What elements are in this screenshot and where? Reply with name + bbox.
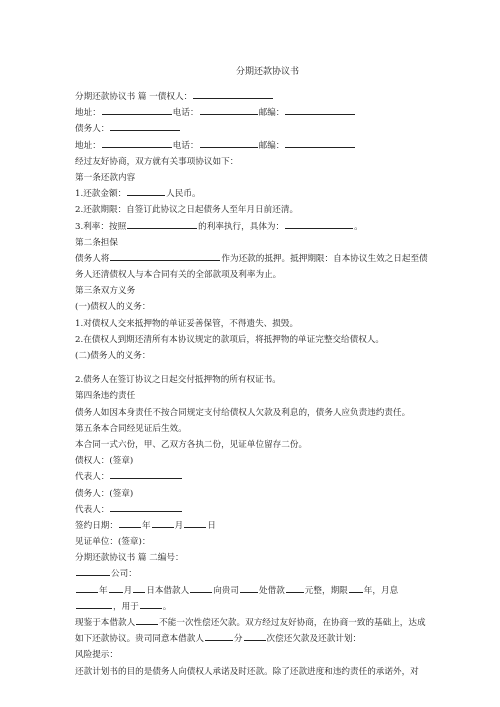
month-label: 月 — [123, 585, 133, 596]
blank-field — [285, 138, 355, 148]
witness-line: 见证单位：(签章)： — [75, 537, 151, 548]
purpose-label: ，用于 — [113, 601, 139, 612]
text-line: (二)债务人的义务： — [75, 351, 151, 362]
amount-label: 1.还款金额： — [75, 189, 127, 200]
section-heading: 风险提示： — [75, 650, 118, 661]
rate-detail-label: 的利率执行，具体为： — [198, 221, 285, 232]
blank-field — [286, 583, 304, 593]
text-paragraph — [75, 251, 432, 283]
text-line: 2.在债权人到期还清所有本协议规定的款项后，将抵押物的单证完整交给债权人。 — [75, 334, 384, 345]
debtor-pledge-label: 债务人将 — [75, 253, 110, 264]
lender-label: 向贵司 — [213, 585, 239, 596]
blank-field — [200, 138, 258, 148]
text-line: 2.债务人在签订协议之日起交付抵押物的所有权证书。 — [75, 375, 281, 386]
blank-field — [102, 138, 172, 148]
blank-field — [240, 583, 258, 593]
text-paragraph — [75, 615, 432, 647]
plan-label: 次偿还欠款及还款计划： — [266, 634, 362, 645]
blank-field — [127, 219, 197, 229]
blank-field — [152, 518, 174, 528]
text-line — [75, 219, 460, 235]
text-line — [75, 186, 460, 202]
borrower-label: 日本借款人 — [146, 585, 190, 596]
text-line: 2.还款期限：自签订此协议之日起债务人至年月日前还清。 — [75, 205, 299, 216]
text-line: 本合同一式六份，甲、乙双方各执二份，见证单位留存二份。 — [75, 439, 308, 450]
blank-field — [190, 583, 212, 593]
year-label: 年 — [99, 585, 108, 596]
debtor-signature-line: 债务人：(签章) — [75, 488, 134, 499]
text-line: 还款计划书的目的是债务人向债权人承诺及时还款。除了还款进度和违约责任的承诺外，对 — [75, 666, 419, 677]
representative-label: 代表人： — [75, 504, 110, 515]
interest-label: 年，月息 — [363, 585, 399, 596]
phone-label: 电话： — [172, 108, 199, 119]
section-heading: 第二条担保 — [75, 237, 118, 248]
rate-label: 3.利率：按照 — [75, 221, 127, 232]
text-line — [75, 502, 460, 518]
pledge-text: 作为还款的抵押。抵押期限：自本协议生效之日起至债务人还清债权人与本合同有关的全部款项及利率为止。 — [75, 253, 428, 281]
postcode-label: 邮编： — [258, 140, 285, 151]
signing-date-line — [75, 518, 460, 534]
date-label: 签约日期： — [75, 520, 118, 531]
section-heading: 第五条本合同经见证后生效。 — [75, 423, 187, 434]
text-line — [75, 583, 460, 599]
blank-field — [110, 251, 220, 261]
section-heading: 分期还款协议书 篇 二编号： — [75, 553, 184, 564]
blank-field — [76, 583, 98, 593]
text-line: (一)债权人的义务： — [75, 302, 151, 313]
section-heading: 第四条违约责任 — [75, 391, 136, 402]
blank-field — [140, 599, 162, 609]
phone-label: 电话： — [172, 140, 199, 151]
text-line — [75, 105, 460, 121]
blank-field — [76, 599, 112, 609]
text-line — [75, 138, 460, 154]
section-heading: 第三条双方义务 — [75, 286, 136, 297]
text-line — [75, 599, 460, 615]
text-line: 经过友好协商，双方就有关事项协议如下： — [75, 156, 239, 167]
blank-field — [200, 105, 258, 115]
day-label: 日 — [207, 520, 216, 531]
period-mark: 。 — [162, 601, 172, 612]
term-label: 元整，期限 — [304, 585, 348, 596]
creditor-label: 分期还款协议书 篇 一债权人： — [75, 92, 193, 102]
blank-field — [119, 518, 141, 528]
blank-field — [110, 502, 182, 512]
blank-field — [110, 121, 180, 131]
text-line — [75, 566, 460, 582]
blank-field — [127, 186, 165, 196]
representative-label: 代表人： — [75, 472, 110, 483]
borrow-label: 处借款 — [259, 585, 285, 596]
blank-field — [76, 566, 110, 576]
company-label: 公司： — [111, 569, 137, 580]
blank-field — [110, 469, 182, 479]
text-line — [75, 89, 460, 105]
section-heading: 第一条还款内容 — [75, 172, 136, 183]
blank-field — [285, 105, 355, 115]
borrower-inability-label: 现鉴于本借款人 — [75, 618, 136, 629]
blank-field — [244, 631, 266, 641]
year-label: 年 — [141, 520, 151, 531]
blank-field — [184, 518, 206, 528]
postcode-label: 邮编： — [258, 108, 285, 119]
blank-field — [109, 583, 123, 593]
address-label: 地址： — [75, 108, 101, 119]
debtor-label: 债务人： — [75, 124, 110, 135]
blank-field — [133, 583, 145, 593]
document-title: 分期还款协议书 — [235, 67, 299, 77]
blank-field — [136, 615, 158, 625]
month-label: 月 — [174, 520, 184, 531]
blank-field — [205, 631, 233, 641]
blank-field — [193, 89, 273, 99]
text-line: 1.对债权人交来抵押物的单证妥善保管，不得遗失、损毁。 — [75, 318, 299, 329]
currency-label: 人民币。 — [166, 189, 201, 200]
text-line — [75, 469, 460, 485]
creditor-signature-line: 债权人：(签章) — [75, 456, 134, 467]
agreement-text: 不能一次性偿还欠款。双方经过友好协商，在协商一致的基础上，达成如下还款协议。贵司同意本借款人 — [75, 618, 426, 645]
blank-field — [285, 219, 353, 229]
period-mark: 。 — [354, 221, 363, 232]
text-paragraph: 债务人如因本身责任不按合同规定支付给债权人欠款及利息的，债务人应负责违约责任。 — [75, 407, 411, 418]
installments-label: 分 — [233, 634, 243, 645]
address-label: 地址： — [75, 140, 101, 151]
text-line — [75, 121, 460, 137]
blank-field — [349, 583, 363, 593]
blank-field — [102, 105, 172, 115]
